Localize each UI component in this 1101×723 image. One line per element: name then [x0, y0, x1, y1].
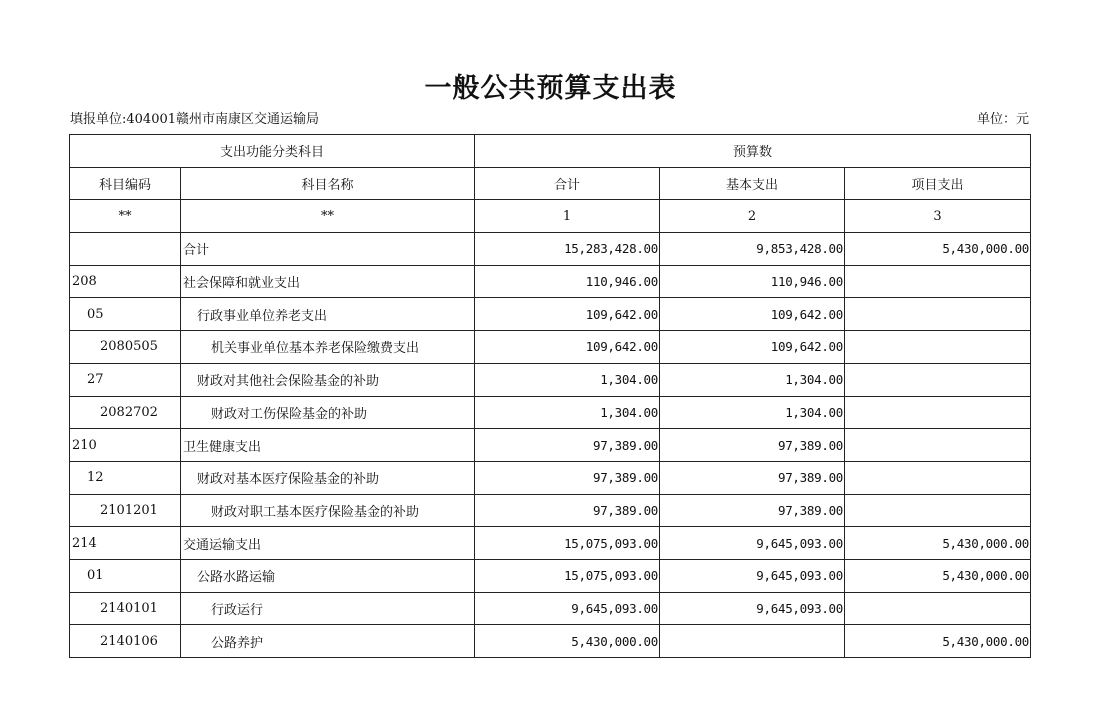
document-title: 一般公共预算支出表 — [424, 73, 677, 104]
table-row — [70, 265, 1031, 298]
cell-basic: 97,389.00 — [660, 494, 845, 527]
table-row — [70, 396, 1031, 429]
header-total: 合计 — [475, 167, 660, 200]
header-project: 项目支出 — [845, 167, 1031, 200]
cell-basic: 1,304.00 — [660, 363, 845, 396]
cell-code: 214 — [70, 527, 181, 560]
header-budget-amount: 预算数 — [475, 135, 1031, 168]
index-total: 1 — [475, 200, 660, 233]
cell-total: 97,389.00 — [475, 494, 660, 527]
cell-code: 2080505 — [70, 331, 181, 364]
cell-code: 208 — [70, 265, 181, 298]
cell-code: 12 — [70, 461, 181, 494]
cell-basic: 9,645,093.00 — [660, 592, 845, 625]
cell-total: 1,304.00 — [475, 396, 660, 429]
cell-name: 财政对工伤保险基金的补助 — [181, 396, 475, 429]
cell-name: 行政运行 — [181, 592, 475, 625]
cell-project — [845, 331, 1031, 364]
cell-code: 2140101 — [70, 592, 181, 625]
cell-name: 公路养护 — [181, 625, 475, 658]
cell-basic: 109,642.00 — [660, 331, 845, 364]
index-basic: 2 — [660, 200, 845, 233]
cell-name: 财政对其他社会保险基金的补助 — [181, 363, 475, 396]
table-row — [70, 429, 1031, 462]
cell-project — [845, 461, 1031, 494]
table-row — [70, 527, 1031, 560]
cell-total: 5,430,000.00 — [475, 625, 660, 658]
header-code: 科目编码 — [70, 167, 181, 200]
cell-name: 财政对职工基本医疗保险基金的补助 — [181, 494, 475, 527]
cell-name: 社会保障和就业支出 — [181, 265, 475, 298]
cell-total: 97,389.00 — [475, 461, 660, 494]
cell-name: 公路水路运输 — [181, 559, 475, 592]
cell-project: 5,430,000.00 — [845, 625, 1031, 658]
cell-total: 9,645,093.00 — [475, 592, 660, 625]
table-row — [70, 461, 1031, 494]
cell-project: 5,430,000.00 — [845, 233, 1031, 266]
budget-table — [69, 134, 1031, 658]
cell-name: 合计 — [181, 233, 475, 266]
table-row — [70, 233, 1031, 266]
cell-code: 2082702 — [70, 396, 181, 429]
cell-name: 机关事业单位基本养老保险缴费支出 — [181, 331, 475, 364]
cell-project — [845, 265, 1031, 298]
cell-basic: 9,645,093.00 — [660, 559, 845, 592]
header-basic: 基本支出 — [660, 167, 845, 200]
cell-basic: 97,389.00 — [660, 429, 845, 462]
cell-project: 5,430,000.00 — [845, 527, 1031, 560]
table-row — [70, 298, 1031, 331]
cell-code: 05 — [70, 298, 181, 331]
cell-basic — [660, 625, 845, 658]
cell-project — [845, 429, 1031, 462]
cell-basic: 9,853,428.00 — [660, 233, 845, 266]
header-row-index — [70, 200, 1031, 233]
cell-code — [70, 233, 181, 266]
table-row — [70, 494, 1031, 527]
cell-project — [845, 363, 1031, 396]
header-row-columns — [70, 167, 1031, 200]
cell-project — [845, 396, 1031, 429]
header-name: 科目名称 — [181, 167, 475, 200]
reporting-unit: 填报单位:404001赣州市南康区交通运输局 — [70, 112, 320, 127]
currency-unit: 单位：元 — [976, 112, 1029, 127]
cell-basic: 97,389.00 — [660, 461, 845, 494]
cell-code: 27 — [70, 363, 181, 396]
cell-project — [845, 494, 1031, 527]
cell-project — [845, 298, 1031, 331]
cell-name: 卫生健康支出 — [181, 429, 475, 462]
cell-code: 2101201 — [70, 494, 181, 527]
cell-basic: 1,304.00 — [660, 396, 845, 429]
cell-name: 行政事业单位养老支出 — [181, 298, 475, 331]
cell-total: 109,642.00 — [475, 298, 660, 331]
table-row — [70, 559, 1031, 592]
table-row — [70, 592, 1031, 625]
header-function-category: 支出功能分类科目 — [70, 135, 475, 168]
cell-total: 15,075,093.00 — [475, 559, 660, 592]
cell-basic: 9,645,093.00 — [660, 527, 845, 560]
cell-total: 15,075,093.00 — [475, 527, 660, 560]
cell-basic: 110,946.00 — [660, 265, 845, 298]
cell-code: 210 — [70, 429, 181, 462]
index-code: ** — [70, 200, 181, 233]
table-row — [70, 331, 1031, 364]
cell-total: 109,642.00 — [475, 331, 660, 364]
index-name: ** — [181, 200, 475, 233]
cell-project — [845, 592, 1031, 625]
cell-total: 1,304.00 — [475, 363, 660, 396]
cell-total: 15,283,428.00 — [475, 233, 660, 266]
cell-name: 交通运输支出 — [181, 527, 475, 560]
cell-basic: 109,642.00 — [660, 298, 845, 331]
header-row-group — [70, 135, 1031, 168]
table-row — [70, 625, 1031, 658]
cell-project: 5,430,000.00 — [845, 559, 1031, 592]
cell-total: 110,946.00 — [475, 265, 660, 298]
cell-code: 01 — [70, 559, 181, 592]
cell-name: 财政对基本医疗保险基金的补助 — [181, 461, 475, 494]
index-project: 3 — [845, 200, 1031, 233]
cell-total: 97,389.00 — [475, 429, 660, 462]
cell-code: 2140106 — [70, 625, 181, 658]
table-row — [70, 363, 1031, 396]
